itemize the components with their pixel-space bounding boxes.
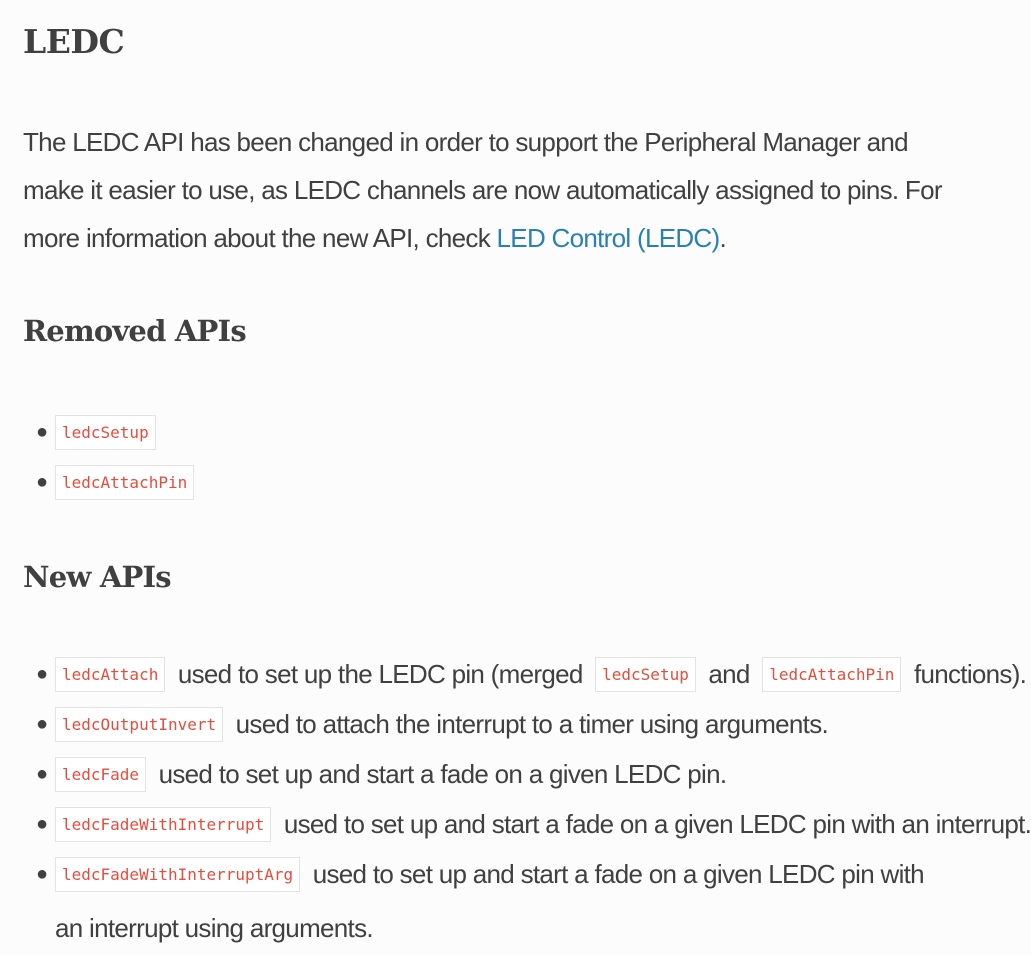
intro-period: . [719,223,726,253]
item-description: and [708,659,750,689]
item-description: used to attach the interrupt to a timer using arguments. [235,709,829,739]
list-item [0,799,1031,849]
item-description: functions). [913,659,1027,689]
code-ledcattach: ledcAttach [55,657,165,692]
list-item [0,649,1027,699]
bullet-icon: ● [36,763,48,785]
removed-apis-list [0,407,955,507]
new-apis-heading: New APIs [23,560,171,594]
list-item [0,407,955,457]
code-ledcattachpin: ledcAttachPin [762,657,901,692]
code-ledcattachpin: ledcAttachPin [55,465,194,500]
intro-text: The LEDC API has been changed in order to support the Peripheral Manager and make it easier to use, as LEDC channels are now automatically assigned to pins. For more information about the new API, check [23,127,942,253]
item-description: used to set up and start a fade on a given LEDC pin. [158,759,727,789]
list-item [0,849,935,953]
bullet-icon: ● [36,663,48,685]
item-description: used to set up and start a fade on a given LEDC pin with an interrupt using arguments. [55,859,924,943]
page-title: LEDC [23,22,125,61]
code-ledcfadewithinterruptarg: ledcFadeWithInterruptArg [55,857,300,892]
bullet-icon: ● [36,471,48,493]
bullet-icon: ● [36,863,48,885]
ledc-control-link[interactable]: LED Control (LEDC) [496,223,720,253]
code-ledcfadewithinterrupt: ledcFadeWithInterrupt [55,807,271,842]
bullet-icon: ● [36,421,48,443]
code-ledcoutputinvert: ledcOutputInvert [55,707,223,742]
bullet-icon: ● [36,713,48,735]
removed-apis-heading: Removed APIs [23,314,246,348]
list-item [0,749,955,799]
intro-paragraph [23,118,948,262]
list-item [0,457,955,507]
bullet-icon: ● [36,813,48,835]
code-ledcsetup: ledcSetup [55,415,156,450]
code-ledcfade: ledcFade [55,757,146,792]
new-apis-list [0,649,1031,953]
list-item [0,699,955,749]
item-description: used to set up the LEDC pin (merged [177,659,583,689]
code-ledcsetup: ledcSetup [595,657,696,692]
item-description: used to set up and start a fade on a given LEDC pin with an interrupt. [283,809,1031,839]
